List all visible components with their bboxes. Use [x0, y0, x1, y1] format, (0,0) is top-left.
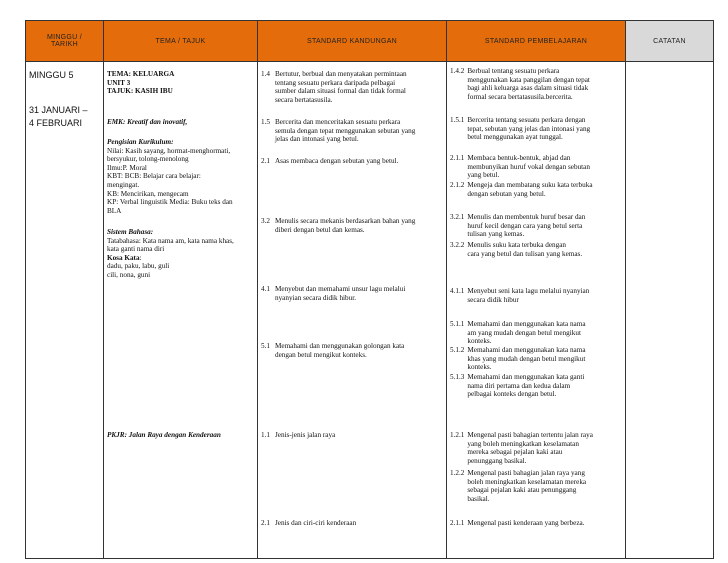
catatan-cell	[626, 62, 714, 559]
pembelajaran-item: 1.4.2 Berbual tentang sesuatu perkara menggunakan kata panggilan dengan tepat bagi ahli keluarga asas dalam situasi tidak formal secara bertatasusila.bercerita.	[450, 67, 590, 101]
header-minggu-tarikh: MINGGU / TARIKH	[26, 21, 104, 62]
pembelajaran-item: 1.2.2 Mengenal pasti bahagian jalan raya yang boleh meningkatkan keselamatan mereka sebagai pejalan kaki atau penunggang basikal.	[450, 469, 587, 503]
pkjr-title: PKJR: Jalan Raya dengan Kenderaan	[107, 431, 221, 439]
tema-cell	[104, 62, 258, 559]
kandungan-item: 1.5 Bercerita dan menceritakan sesuatu perkara semula dengan tepat menggunakan sebutan yang jelas dan intonasi yang betul.	[261, 118, 416, 144]
pembelajaran-item: 2.1.1 Mengenal pasti kenderaan yang berbeza.	[450, 519, 585, 527]
week-date: 31 JANUARI – 4 FEBRUARI	[29, 105, 88, 128]
emk-line: EMK: Kreatif dan inovatif,	[107, 118, 188, 126]
pembelajaran-item: 3.2.1 Menulis dan membentuk huruf besar dan huruf kecil dengan cara yang betul serta tulisan yang kemas.	[450, 213, 586, 239]
pembelajaran-cell	[447, 62, 626, 559]
header-row	[26, 21, 714, 62]
header-tema-tajuk: TEMA / TAJUK	[104, 21, 258, 62]
week-row	[26, 62, 714, 559]
pembelajaran-item: 5.1.2 Memahami dan menggunakan kata nama khas yang mudah dengan betul mengikut konteks.	[450, 346, 586, 372]
header-standard-pembelajaran: STANDARD PEMBELAJARAN	[447, 21, 626, 62]
kandungan-item: 3.2 Menulis secara mekanis berdasarkan bahan yang diberi dengan betul dan kemas.	[261, 217, 416, 234]
kandungan-item: 1.1 Jenis-jenis jalan raya	[261, 431, 336, 439]
kandungan-item: 5.1 Memahami dan menggunakan golongan kata dengan betul mengikut konteks.	[261, 342, 405, 359]
pengisian-kurikulum: Pengisian Kurikulum: Nilai: Kasih sayang, hormat-menghormati, bersyukur, tolong-menolong Ilmu:P. Moral KBT: BCB: Belajar cara belajar: mengingat. KB: Mencirikan, mengecam KP: Verbal linguistik Media: Buku teks dan BLA	[107, 138, 233, 215]
kandungan-cell	[258, 62, 447, 559]
catatan-text	[626, 62, 713, 558]
header-catatan: CATATAN	[626, 21, 714, 62]
week-cell	[26, 62, 104, 559]
kandungan-item: 2.1 Jenis dan ciri-ciri kenderaan	[261, 519, 357, 527]
pembelajaran-item: 1.2.1 Mengenal pasti bahagian tertentu jalan raya yang boleh meningkatkan keselamatan mereka sebagai pejalan kaki atau penunggang basikal.	[450, 431, 593, 465]
pembelajaran-item: 1.5.1 Bercerita tentang sesuatu perkara dengan tepat, sebutan yang jelas dan intonasi yang betul menggunakan ayat tunggal.	[450, 116, 591, 142]
kandungan-item: 1.4 Bertutur, berbual dan menyatakan permintaan tentang sesuatu perkara daripada pelbagai sumber dalam situasi formal dan tidak formal secara bertatasusila.	[261, 70, 407, 104]
kandungan-item: 2.1 Asas membaca dengan sebutan yang betul.	[261, 157, 399, 165]
pembelajaran-item: 5.1.1 Memahami dan menggunakan kata nama am yang mudah dengan betul mengikut konteks.	[450, 320, 586, 346]
pembelajaran-item: 3.2.2 Menulis suku kata terbuka dengan cara yang betul dan tulisan yang kemas.	[450, 241, 583, 258]
sistem-bahasa: Sistem Bahasa: Tatabahasa: Kata nama am, kata nama khas, kata ganti nama diri Kosa Kata: dadu, paku, labu, guli cili, nona, guni	[107, 228, 234, 279]
tema-title: TEMA: KELUARGA UNIT 3 TAJUK: KASIH IBU	[107, 70, 175, 96]
kandungan-item: 4.1 Menyebut dan memahami unsur lagu melalui nyanyian secara didik hibur.	[261, 285, 406, 302]
weekly-plan-table	[25, 20, 714, 559]
pembelajaran-item: 5.1.3 Memahami dan menggunakan kata ganti nama diri pertama dan kedua dalam pelbagai konteks dengan betul.	[450, 373, 585, 399]
pembelajaran-item: 2.1.1 Membaca bentuk-bentuk, abjad dan membunyikan huruf vokal dengan sebutan yang betul.	[450, 154, 590, 180]
pembelajaran-item: 4.1.1 Menyebut seni kata lagu melalui nyanyian secara didik hibur	[450, 287, 590, 304]
header-standard-kandungan: STANDARD KANDUNGAN	[258, 21, 447, 62]
pembelajaran-item: 2.1.2 Mengeja dan membatang suku kata terbuka dengan sebutan yang betul.	[450, 181, 593, 198]
week-number: MINGGU 5	[29, 70, 74, 80]
